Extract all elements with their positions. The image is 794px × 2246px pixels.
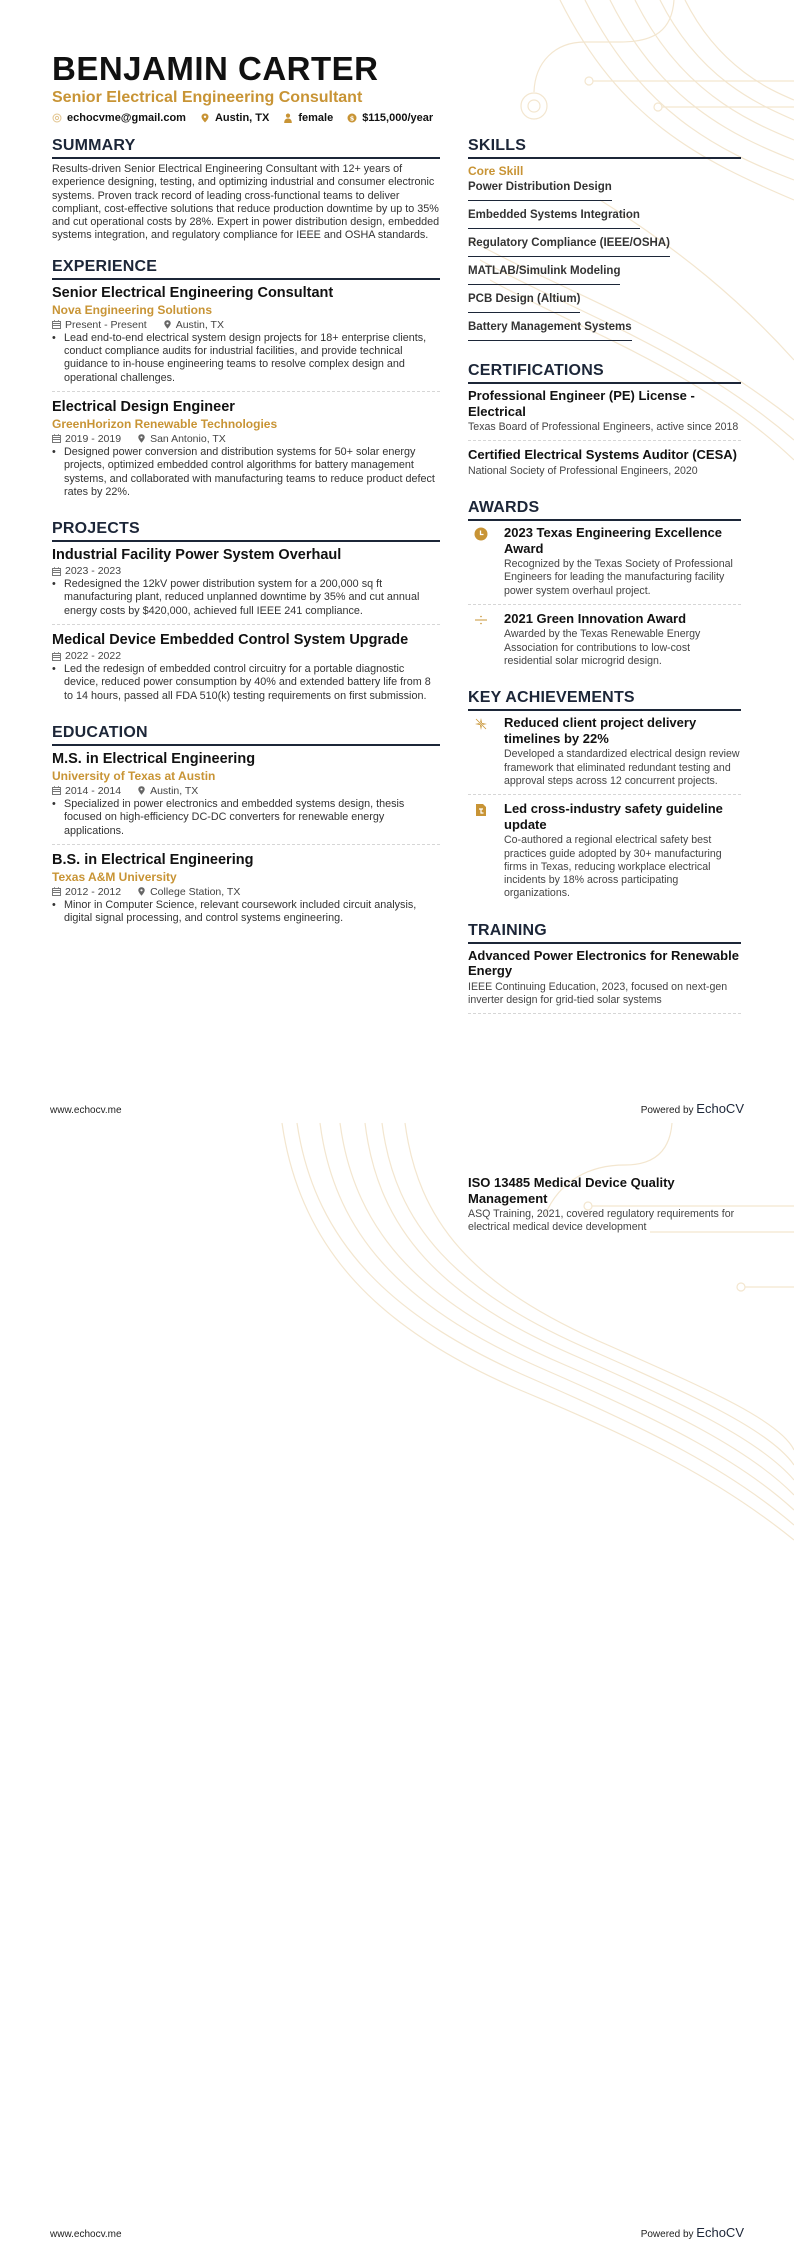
calendar-icon (52, 887, 61, 896)
skills-section (468, 136, 741, 347)
achievement-title: Reduced client project delivery timelines by 22% (504, 715, 697, 746)
footer-brand[interactable]: EchoCV (696, 1101, 744, 1116)
job-meta: Present - Present Austin, TX (52, 318, 440, 332)
calendar-icon (52, 567, 61, 576)
certification-desc: National Society of Professional Engineers, 2020 (468, 464, 698, 477)
project-meta: 2023 - 2023 (52, 564, 440, 578)
education-meta: 2012 - 2012 College Station, TX (52, 885, 440, 899)
bullet-point: • Redesigned the 12kV power distribution system for a 200,000 sq ft manufacturing plant, reduced unplanned downtime by 35% and cut annual energy costs by $420,000, achieved full IEEE 241 compliance. (52, 578, 420, 617)
calendar-icon (52, 434, 61, 443)
section-heading: CERTIFICATIONS (468, 361, 741, 384)
left-column (52, 136, 440, 945)
achievement-item (468, 715, 741, 795)
degree-title: B.S. in Electrical Engineering (52, 851, 254, 868)
section-heading: KEY ACHIEVEMENTS (468, 688, 741, 711)
certification-desc: Texas Board of Professional Engineers, active since 2018 (468, 421, 739, 433)
footer-website-link[interactable]: www.echocv.me (50, 1105, 122, 1116)
school-name: University of Texas at Austin (52, 768, 216, 783)
education-item (52, 851, 440, 932)
section-heading: SUMMARY (52, 136, 440, 159)
award-item (468, 525, 741, 605)
location-pin-icon (137, 786, 146, 795)
calendar-icon (52, 786, 61, 795)
training-desc: ASQ Training, 2021, covered regulatory requirements for electrical medical device development (468, 1208, 735, 1234)
divide-icon (474, 613, 488, 627)
degree-title: M.S. in Electrical Engineering (52, 750, 256, 767)
training-desc: IEEE Continuing Education, 2023, focused on next-gen inverter design for grid-tied solar systems (468, 980, 728, 1007)
achievement-desc: Developed a standardized electrical design review framework that eliminated redundant testing and approval steps across 12 concurrent projects. (504, 748, 740, 787)
job-title: Electrical Design Engineer (52, 398, 235, 415)
file-document-icon (474, 803, 488, 817)
education-meta: 2014 - 2014 Austin, TX (52, 784, 440, 798)
page-2 (0, 1123, 794, 2246)
sparkle-off-icon (474, 717, 488, 731)
bullet-point: • Minor in Computer Science, relevant coursework included circuit analysis, digital signal processing, and control systems engineering. (52, 898, 417, 925)
award-item (468, 611, 741, 674)
svg-text:$: $ (349, 114, 355, 123)
section-heading: EXPERIENCE (52, 257, 440, 280)
bullet-point: • Designed power conversion and distribution systems for 50+ solar energy projects, optimized embedded control algorithms for battery management systems, and collaborated with manufacturing teams to reduce product defect rates by 22%. (52, 445, 435, 498)
experience-item (52, 398, 440, 505)
certification-item (468, 388, 741, 441)
footer-powered-by: Powered by EchoCV (640, 2225, 744, 2240)
section-heading: EDUCATION (52, 723, 440, 746)
person-icon (283, 113, 293, 123)
achievement-item (468, 801, 741, 906)
projects-section (52, 519, 440, 709)
project-item (52, 631, 440, 709)
candidate-title: Senior Electrical Engineering Consultant (52, 89, 363, 106)
training-title: ISO 13485 Medical Device Quality Management (468, 1175, 675, 1206)
company-name: GreenHorizon Renewable Technologies (52, 416, 278, 431)
bullet-point: • Specialized in power electronics and embedded systems design, thesis focused on high-efficiency DC-DC converters for renewable energy applications. (52, 797, 405, 837)
experience-section (52, 257, 440, 505)
section-heading: SKILLS (468, 136, 741, 159)
award-title: 2023 Texas Engineering Excellence Award (504, 525, 722, 556)
certification-item (468, 447, 741, 484)
certifications-section (468, 361, 741, 484)
calendar-icon (52, 320, 61, 329)
training-title: Advanced Power Electronics for Renewable Energy (468, 947, 739, 979)
project-title: Medical Device Embedded Control System Upgrade (52, 632, 409, 649)
training-item (468, 948, 741, 1015)
summary-section (52, 136, 440, 243)
certification-title: Certified Electrical Systems Auditor (CESA) (468, 447, 737, 463)
skill-category: Core Skill (468, 164, 524, 178)
resume-header (52, 52, 433, 124)
certification-title: Professional Engineer (PE) License - Electrical (468, 388, 695, 419)
right-column-continued (468, 1175, 741, 1241)
location-pin-icon (137, 434, 146, 443)
section-heading: AWARDS (468, 498, 741, 521)
at-icon (52, 113, 62, 123)
calendar-icon (52, 652, 61, 661)
company-name: Nova Engineering Solutions (52, 302, 213, 317)
skill-item: Regulatory Compliance (IEEE/OSHA) (468, 235, 670, 257)
achievement-desc: Co-authored a regional electrical safety best practices guide adopted by 30+ manufacturing firms in Texas, reducing workplace electrical incidents by 18% across participating organizations. (504, 834, 722, 900)
right-column (468, 136, 741, 1028)
training-section (468, 921, 741, 1015)
footer-brand[interactable]: EchoCV (696, 2225, 744, 2240)
contact-gender: female (283, 112, 333, 124)
skill-item: Battery Management Systems (468, 319, 632, 341)
award-desc: Recognized by the Texas Society of Professional Engineers for leading the manufacturing facility power system overhaul project. (504, 558, 733, 597)
project-meta: 2022 - 2022 (52, 649, 440, 663)
footer-website-link[interactable]: www.echocv.me (50, 2229, 122, 2240)
candidate-name: BENJAMIN CARTER (52, 50, 379, 87)
skill-item: MATLAB/Simulink Modeling (468, 263, 620, 285)
bullet-point: • Led the redesign of embedded control circuitry for a portable diagnostic device, reduced power consumption by 40% and extended battery life from 8 to 14 hours, passed all FDA 510(k) testing requirements on first submission. (52, 663, 431, 702)
education-section (52, 723, 440, 931)
page-footer (50, 1101, 744, 1116)
awards-section (468, 498, 741, 674)
summary-text: Results-driven Senior Electrical Engineering Consultant with 12+ years of experience designing, testing, and optimizing industrial and consumer electronic systems. Proven track record of leading cross-functional teams to deliver compliant, cost-effective solutions that reduce production downtime by up to 35% and cut operational costs by 28%. Expert in power distribution design, embedded systems integration, and regulatory compliance for IEEE and OSHA standards. (52, 163, 440, 242)
education-item (52, 750, 440, 845)
clock-icon (474, 527, 488, 541)
location-pin-icon (200, 113, 210, 123)
section-heading: PROJECTS (52, 519, 440, 542)
location-pin-icon (163, 320, 172, 329)
dollar-icon (347, 113, 357, 123)
skill-item: Power Distribution Design (468, 179, 612, 201)
achievement-title: Led cross-industry safety guideline update (504, 801, 723, 832)
job-meta: 2019 - 2019 San Antonio, TX (52, 432, 440, 446)
project-title: Industrial Facility Power System Overhaul (52, 547, 342, 564)
contact-row (52, 112, 433, 124)
location-pin-icon (137, 887, 146, 896)
contact-salary: $ $115,000/year (347, 112, 433, 124)
experience-item (52, 284, 440, 392)
contact-location: Austin, TX (200, 112, 269, 124)
skill-item: Embedded Systems Integration (468, 207, 640, 229)
bullet-point: • Lead end-to-end electrical system design projects for 18+ enterprise clients, conduct compliance audits for industrial facilities, and provide technical guidance to in-house engineering teams to resolve complex design and operational challenges. (52, 331, 427, 384)
award-title: 2021 Green Innovation Award (504, 610, 687, 626)
school-name: Texas A&M University (52, 869, 177, 884)
project-item (52, 546, 440, 625)
footer-powered-by: Powered by EchoCV (640, 1101, 744, 1116)
page-footer (50, 2225, 744, 2240)
award-desc: Awarded by the Texas Renewable Energy Association for contributions to low-cost residential solar microgrid design. (504, 628, 701, 668)
section-heading: TRAINING (468, 921, 741, 944)
training-item (468, 1175, 741, 1241)
job-title: Senior Electrical Engineering Consultant (52, 284, 334, 301)
skills-list (468, 179, 741, 347)
skill-item: PCB Design (Altium) (468, 291, 580, 313)
contact-email[interactable]: echocvme@gmail.com (52, 112, 186, 124)
achievements-section (468, 688, 741, 906)
